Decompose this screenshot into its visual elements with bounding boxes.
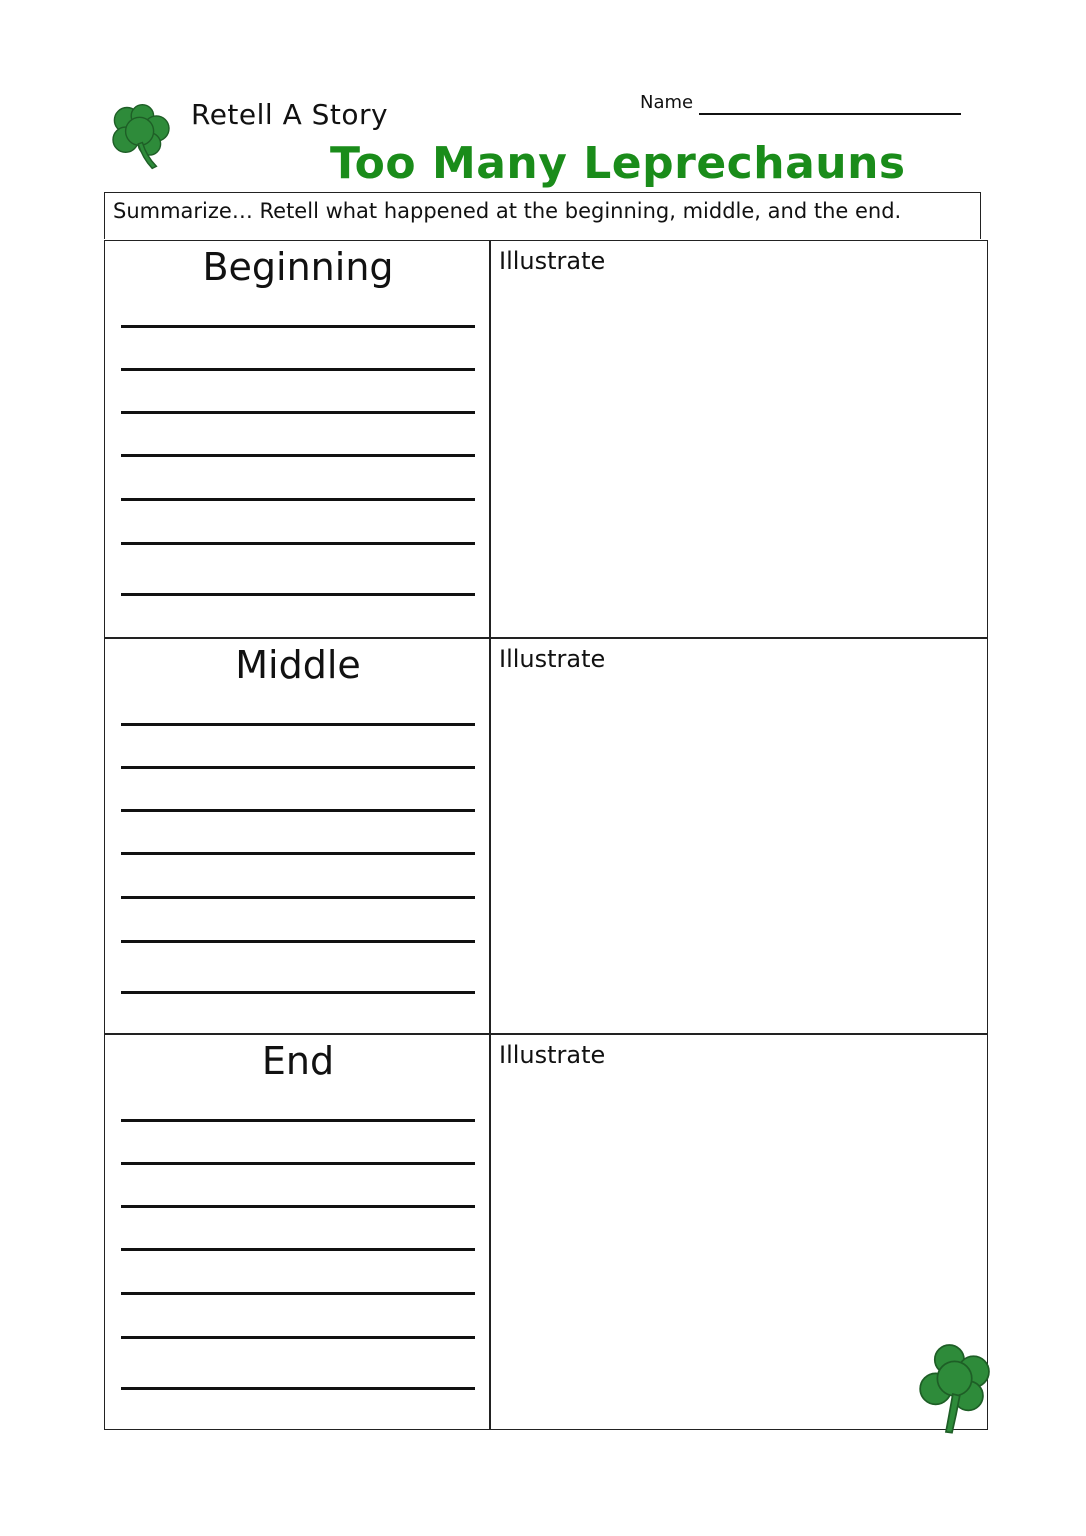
writing-line[interactable] (121, 1336, 475, 1339)
worksheet-subtitle: Retell A Story (191, 98, 389, 131)
writing-line[interactable] (121, 723, 475, 726)
writing-line[interactable] (121, 852, 475, 855)
writing-line[interactable] (121, 1248, 475, 1251)
writing-line[interactable] (121, 1119, 475, 1122)
writing-line[interactable] (121, 1292, 475, 1295)
instructions-box (104, 192, 981, 239)
writing-line[interactable] (121, 1162, 475, 1165)
section-label-middle: Middle (235, 643, 361, 687)
shamrock-icon-bottom-right (915, 1340, 1001, 1436)
name-label: Name (640, 92, 694, 113)
section-beginning (105, 241, 987, 637)
writing-line[interactable] (121, 411, 475, 414)
illustrate-label-middle: Illustrate (499, 645, 606, 673)
writing-line[interactable] (121, 325, 475, 328)
writing-line[interactable] (121, 454, 475, 457)
writing-line[interactable] (121, 542, 475, 545)
writing-cell-middle[interactable] (105, 639, 491, 1033)
writing-line[interactable] (121, 1387, 475, 1390)
writing-line[interactable] (121, 940, 475, 943)
writing-line[interactable] (121, 896, 475, 899)
section-label-beginning: Beginning (202, 245, 394, 289)
name-field[interactable] (699, 113, 961, 115)
shamrock-icon-top-left (106, 98, 176, 173)
story-grid (104, 240, 988, 1430)
section-end (105, 1033, 987, 1429)
page-title: Too Many Leprechauns (330, 138, 906, 189)
writing-line[interactable] (121, 593, 475, 596)
writing-line[interactable] (121, 809, 475, 812)
writing-line[interactable] (121, 498, 475, 501)
writing-line[interactable] (121, 1205, 475, 1208)
writing-line[interactable] (121, 991, 475, 994)
section-label-end: End (261, 1039, 335, 1083)
writing-line[interactable] (121, 766, 475, 769)
writing-cell-end[interactable] (105, 1035, 491, 1429)
instructions-text: Summarize… Retell what happened at the beginning, middle, and the end. (113, 199, 902, 223)
writing-line[interactable] (121, 368, 475, 371)
section-middle (105, 637, 987, 1033)
illustrate-label-beginning: Illustrate (499, 247, 606, 275)
illustrate-label-end: Illustrate (499, 1041, 606, 1069)
writing-cell-beginning[interactable] (105, 241, 491, 637)
